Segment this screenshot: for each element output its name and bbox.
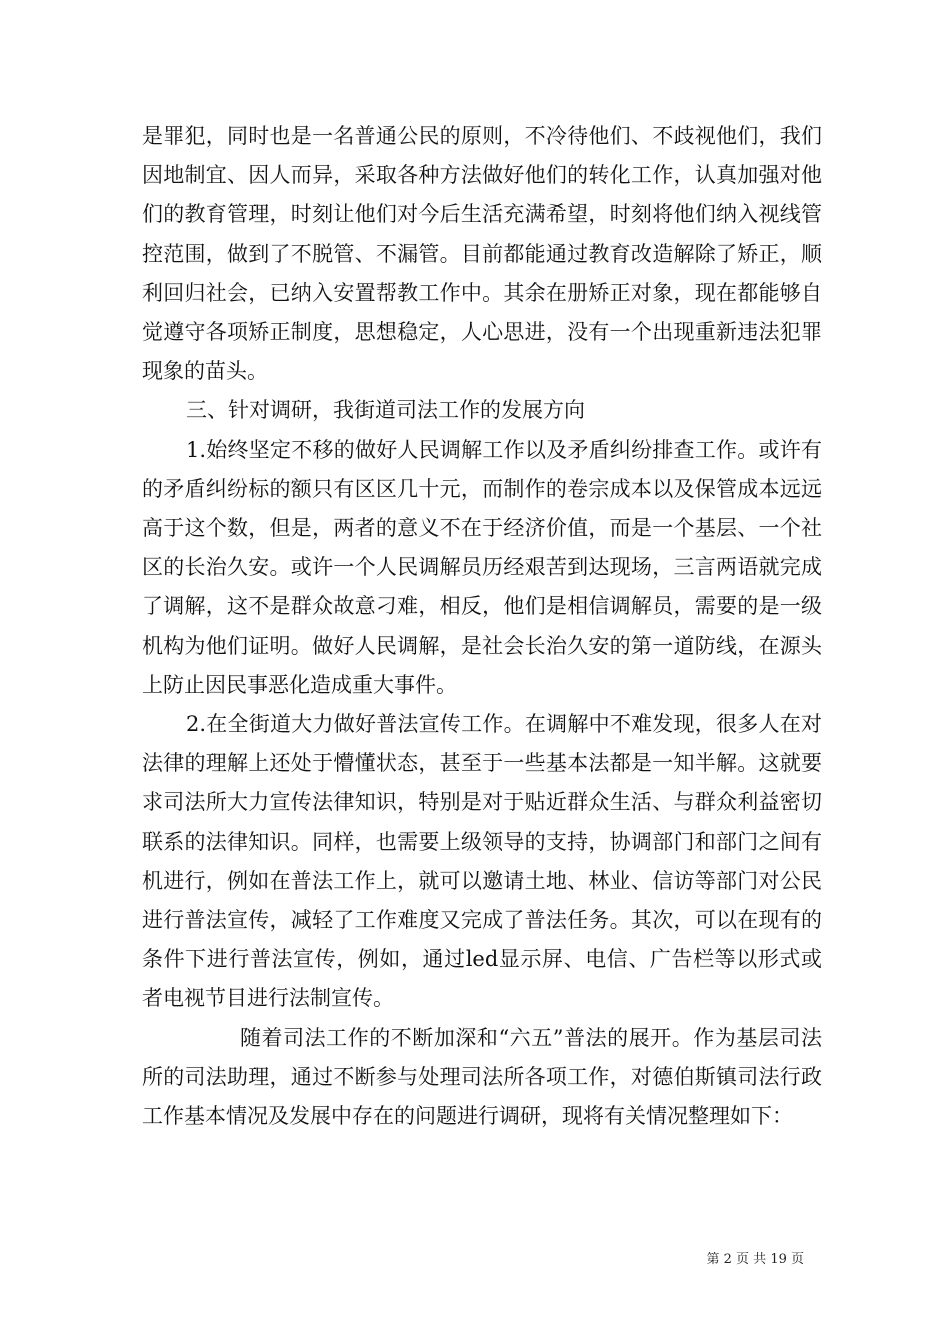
- page-number-footer: 第 2 页 共 19 页: [706, 1252, 804, 1267]
- paragraph-legal-education: 2.在全街道大力做好普法宣传工作。在调解中不难发现，很多人在对法律的理解上还处于懵懂状态，甚至于一些基本法都是一知半解。这就要求司法所大力宣传法律知识，特别是对于贴近群众生活、与群众利益密切联系的法律知识。同样，也需要上级领导的支持，协调部门和部门之间有机进行，例如在普法工作上，就可以邀请土地、林业、信访等部门对公民进行普法宣传，减轻了工作难度又完成了普法任务。其次，可以在现有的条件下进行普法宣传，例如，通过led显示屏、电信、广告栏等以形式或者电视节目进行法制宣传。: [142, 712, 822, 1011]
- document-body: [142, 117, 822, 1136]
- paragraph-introduction: 随着司法工作的不断加深和“六五”普法的展开。作为基层司法所的司法助理，通过不断参与处理司法所各项工作，对德伯斯镇司法行政工作基本情况及发展中存在的问题进行调研，现将有关情况整理如下：: [142, 1025, 822, 1129]
- paragraph-continuation: 是罪犯，同时也是一名普通公民的原则，不冷待他们、不歧视他们，我们因地制宜、因人而异，采取各种方法做好他们的转化工作，认真加强对他们的教育管理，时刻让他们对今后生活充满希望，时刻将他们纳入视线管控范围，做到了不脱管、不漏管。目前都能通过教育改造解除了矫正，顺利回归社会，已纳入安置帮教工作中。其余在册矫正对象，现在都能够自觉遵守各项矫正制度，思想稳定，人心思进，没有一个出现重新违法犯罪现象的苗头。: [142, 124, 822, 384]
- paragraph-mediation: 1.始终坚定不移的做好人民调解工作以及矛盾纠纷排查工作。或许有的矛盾纠纷标的额只有区区几十元，而制作的卷宗成本以及保管成本远远高于这个数，但是，两者的意义不在于经济价值，而是一个基层、一个社区的长治久安。或许一个人民调解员历经艰苦到达现场，三言两语就完成了调解，这不是群众故意刁难，相反，他们是相信调解员，需要的是一级机构为他们证明。做好人民调解，是社会长治久安的第一道防线，在源头上防止因民事恶化造成重大事件。: [142, 437, 822, 697]
- section-heading: 三、针对调研，我街道司法工作的发展方向: [186, 398, 585, 423]
